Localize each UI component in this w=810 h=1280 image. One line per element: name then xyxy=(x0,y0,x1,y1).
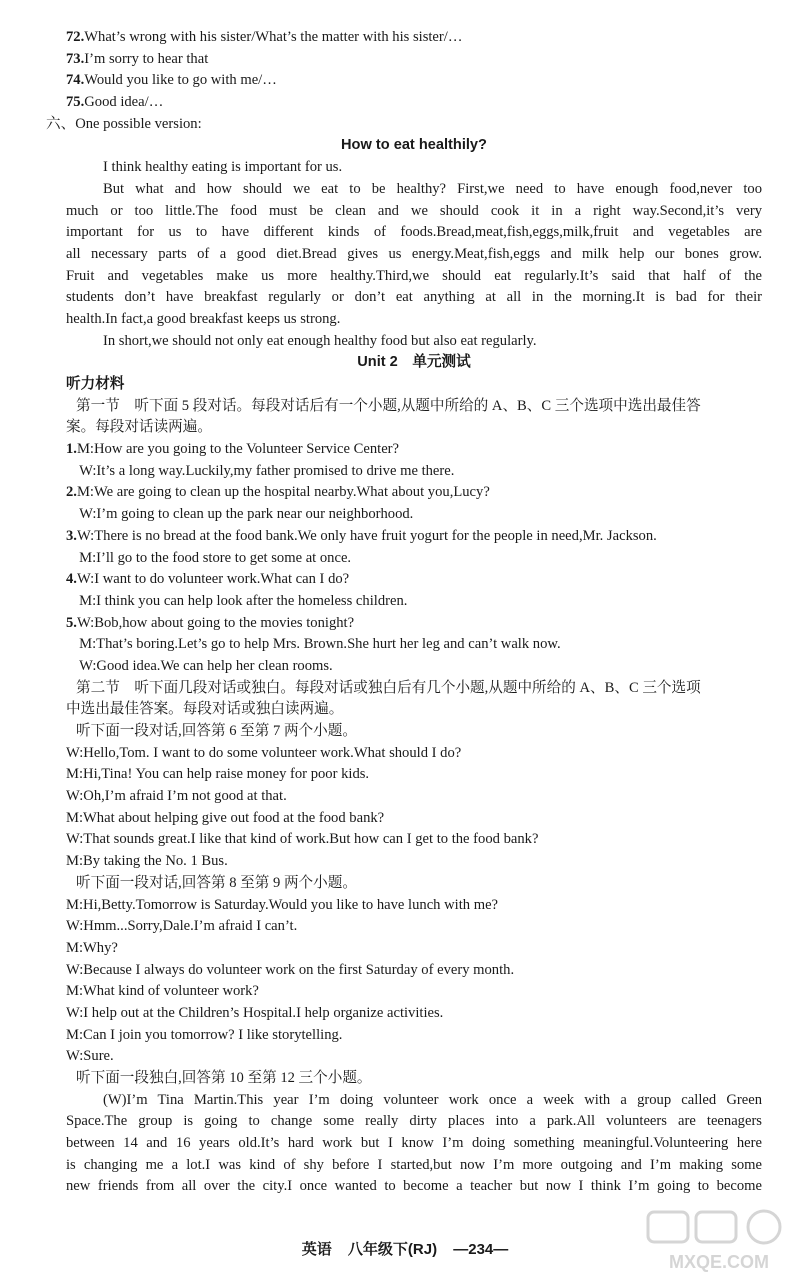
dialog-line: W:It’s a long way.Luckily,my father promised to drive me there. xyxy=(79,462,455,479)
monologue-line: between 14 and 16 years old.It’s hard work but I know I’m doing something meaningful.Volunteering here xyxy=(66,1135,762,1152)
listening-header: 听力材料 xyxy=(66,376,125,392)
dialog-line: W:I help out at the Children’s Hospital.I help organize activities. xyxy=(66,1004,444,1021)
page-content xyxy=(46,27,762,1198)
dialog-line: W:Hello,Tom. I want to do some volunteer work.What should I do? xyxy=(66,744,462,761)
monologue-line: (W)I’m Tina Martin.This year I’m doing volunteer work once a week with a group called Green xyxy=(103,1091,762,1108)
dialog2-intro: 听下面一段对话,回答第 8 至第 9 两个小题。 xyxy=(76,874,357,891)
answer-73: 73.I’m sorry to hear that xyxy=(66,50,209,67)
essay-line: much or too little.The food must be clean and we should cook it in a right way.Second,it’s very xyxy=(66,202,762,219)
monologue-line: is changing me a lot.I was kind of shy before I started,but now I’m more outgoing and I’m making some xyxy=(66,1156,762,1173)
dialog-line: W:I’m going to clean up the park near our neighborhood. xyxy=(79,506,414,523)
dialog-line: M:Can I join you tomorrow? I like storytelling. xyxy=(66,1026,343,1043)
footer-grade: 八年级下(RJ) xyxy=(347,1241,438,1258)
part1-intro-cont: 案。每段对话读两遍。 xyxy=(66,419,212,436)
footer-page-number: —234— xyxy=(453,1241,509,1258)
unit-title: Unit 2 单元测试 xyxy=(357,354,471,371)
part2-intro: 第二节 听下面几段对话或独白。每段对话或独白后有几个小题,从题中所给的 A、B、C 三个选项 xyxy=(76,679,701,696)
dialog-line: M:By taking the No. 1 Bus. xyxy=(66,853,228,870)
essay-line: students don’t have breakfast regularly or don’t eat anything at all in the morning.It is bad for their xyxy=(66,289,762,306)
monologue-line: new friends from all over the city.I once wanted to become a teacher but now I think I’m going to become xyxy=(66,1178,762,1195)
essay-line: But what and how should we eat to be healthy? First,we need to have enough food,never too xyxy=(103,180,762,197)
dialog-line: 3.W:There is no bread at the food bank.We only have fruit yogurt for the people in need,Mr. Jackson. xyxy=(66,527,657,544)
dialog-line: 1.M:How are you going to the Volunteer Service Center? xyxy=(66,441,400,458)
essay-line: health.In fact,a good breakfast keeps us strong. xyxy=(66,310,341,327)
dialog-line: M:That’s boring.Let’s go to help Mrs. Brown.She hurt her leg and can’t walk now. xyxy=(79,636,561,653)
essay-title: How to eat healthily? xyxy=(341,137,487,154)
dialog-line: M:I think you can help look after the homeless children. xyxy=(79,592,408,609)
dialog-line: M:I’ll go to the food store to get some at once. xyxy=(79,549,352,566)
essay-line: important for us to have different kinds of foods.Bread,meat,fish,eggs,milk,fruit and vegetables are xyxy=(66,224,762,241)
dialog-line: W:Sure. xyxy=(66,1048,114,1065)
watermark-logo xyxy=(644,1206,794,1276)
essay-line: all necessary parts of a good diet.Bread gives us energy.Meat,fish,eggs and milk help our bones grow. xyxy=(66,245,762,262)
watermark-text: MXQE.COM xyxy=(668,1252,770,1272)
dialog-line: M:What kind of volunteer work? xyxy=(66,983,259,1000)
dialog-line: M:What about helping give out food at the food bank? xyxy=(66,809,385,826)
dialog-line: W:Oh,I’m afraid I’m not good at that. xyxy=(66,788,287,805)
essay-line: Fruit and vegetables make us more healthy.Third,we should eat regularly.It’s said that half of the xyxy=(66,267,762,284)
dialog-line: M:Hi,Tina! You can help raise money for poor kids. xyxy=(66,766,370,783)
essay-line: I think healthy eating is important for us. xyxy=(103,159,343,176)
part1-intro: 第一节 听下面 5 段对话。每段对话后有一个小题,从题中所给的 A、B、C 三个选项中选出最佳答 xyxy=(76,397,701,414)
part2-intro-cont: 中选出最佳答案。每段对话或独白读两遍。 xyxy=(66,701,344,718)
dialog-line: W:That sounds great.I like that kind of work.But how can I get to the food bank? xyxy=(66,831,539,848)
answer-72: 72.What’s wrong with his sister/What’s the matter with his sister/… xyxy=(66,29,463,45)
dialog-line: W:Because I always do volunteer work on the first Saturday of every month. xyxy=(66,961,515,978)
dialog-line: 5.W:Bob,how about going to the movies tonight? xyxy=(66,614,355,631)
dialog-line: W:Good idea.We can help her clean rooms. xyxy=(79,657,333,674)
section-six-heading: 六、One possible version: xyxy=(46,115,202,132)
dialog-line: M:Hi,Betty.Tomorrow is Saturday.Would you like to have lunch with me? xyxy=(66,896,499,913)
dialog-line: 2.M:We are going to clean up the hospital nearby.What about you,Lucy? xyxy=(66,484,490,501)
essay-line: In short,we should not only eat enough healthy food but also eat regularly. xyxy=(103,332,537,349)
answer-74: 74.Would you like to go with me/… xyxy=(66,72,277,89)
monologue-intro: 听下面一段独白,回答第 10 至第 12 三个小题。 xyxy=(76,1070,372,1086)
dialog-line: M:Why? xyxy=(66,939,118,956)
dialog1-intro: 听下面一段对话,回答第 6 至第 7 两个小题。 xyxy=(76,723,357,739)
answer-75: 75.Good idea/… xyxy=(66,94,164,111)
dialog-line: 4.W:I want to do volunteer work.What can I do? xyxy=(66,571,350,588)
monologue-line: Space.The group is going to change some really dirty places into a park.All volunteers are teenagers xyxy=(66,1113,762,1130)
footer-subject: 英语 xyxy=(301,1241,332,1258)
dialog-line: W:Hmm...Sorry,Dale.I’m afraid I can’t. xyxy=(66,918,298,935)
